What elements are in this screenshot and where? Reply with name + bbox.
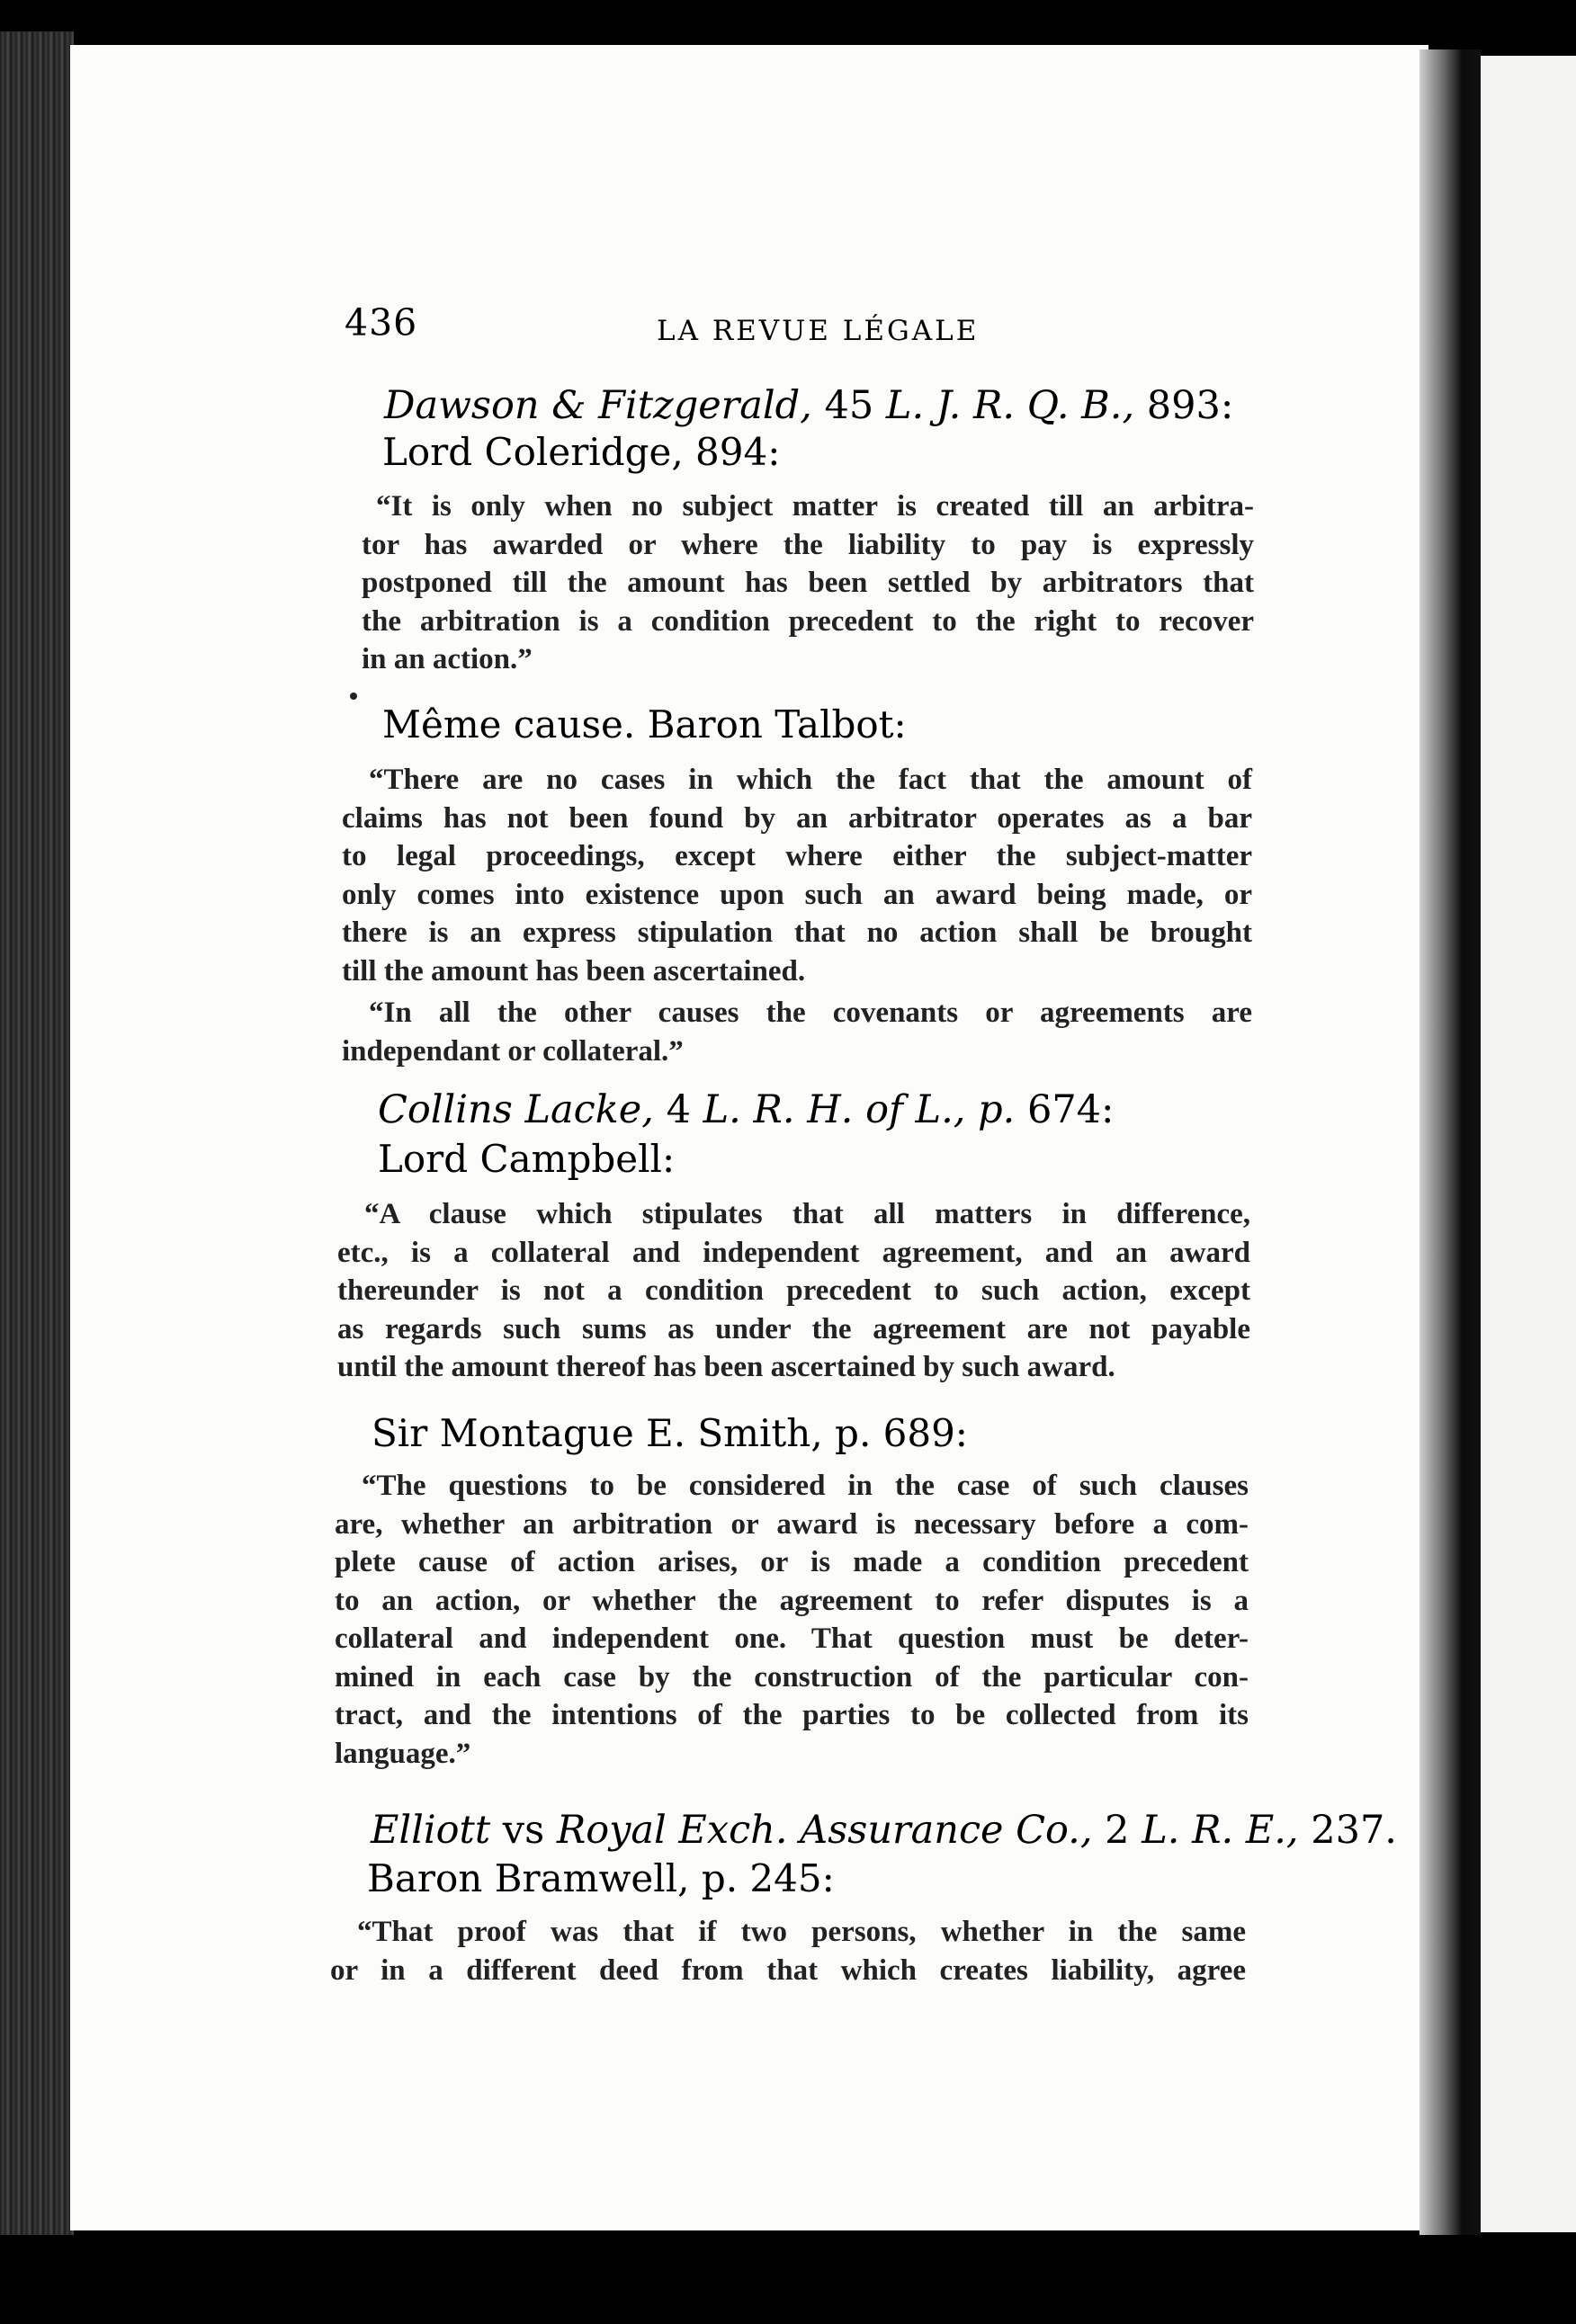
running-head: LA REVUE LÉGALE (657, 315, 980, 347)
quotation: “In all the other causes the covenants or agreements are independant or collateral.” (342, 997, 1252, 1068)
facing-page (1481, 56, 1576, 2232)
speaker-heading: Baron Bramwell, p. 245: (367, 1856, 835, 1900)
speaker-heading: Lord Coleridge, 894: (382, 430, 781, 474)
quotation: “It is only when no subject matter is created till an arbitra- tor has awarded or where the liability to pay is expressly postponed till the amount has been settled by arbitrators that the arbitration is a condition precedent to the right to recover in an action.” (362, 490, 1254, 675)
book-spine-shadow (1419, 49, 1481, 2235)
quotation: “That proof was that if two persons, whether in the same or in a different deed from that which creates liability, agree (330, 1916, 1246, 1987)
book-edge (0, 31, 74, 2235)
case-citation: Elliott vs Royal Exch. Assurance Co., 2 L. R. E., 237. (371, 1808, 1397, 1853)
case-citation: Dawson & Fitzgerald, 45 L. J. R. Q. B., 893: (384, 383, 1234, 428)
page-number: 436 (345, 301, 418, 344)
speaker-heading: Lord Campbell: (378, 1137, 676, 1181)
case-citation: Collins Lacke, 4 L. R. H. of L., p. 674: (378, 1087, 1115, 1132)
speaker-heading: Sir Montague E. Smith, p. 689: (372, 1411, 968, 1455)
quotation: “A clause which stipulates that all matters in difference, etc., is a collateral and independent agreement, and an award thereunder is not a condition precedent to such action, except as regards such sums as under the agreement are not payable until the amount thereof has been ascertained by such award. (337, 1198, 1250, 1383)
quotation: “There are no cases in which the fact that the amount of claims has not been found by an arbitrator operates as a bar to legal proceedings, except where either the subject-matter only comes into existence upon such an award being made, or there is an express stipulation that no action shall be brought till the amount has been ascertained. (342, 764, 1252, 988)
book-page (70, 45, 1428, 2230)
quotation: “The questions to be considered in the case of such clauses are, whether an arbitration or award is necessary before a com- plete cause of action arises, or is made a condition precedent to an action, or whether the agreement to refer disputes is a collateral and independent one. That question must be deter- mined in each case by the construction of the particular con- tract, and the intentions of the parties to be collected from its language.” (335, 1470, 1249, 1770)
stray-mark (350, 693, 357, 700)
speaker-heading: Même cause. Baron Talbot: (382, 702, 907, 746)
